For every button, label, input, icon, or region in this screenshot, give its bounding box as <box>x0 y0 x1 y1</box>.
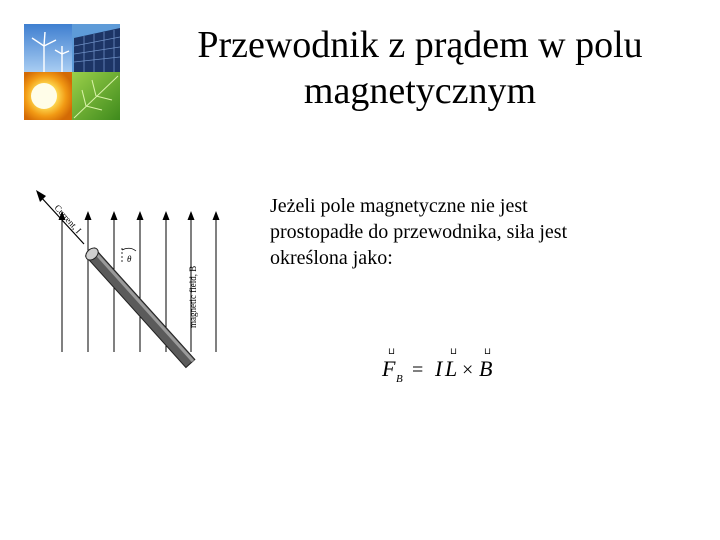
current-label: Current, I <box>52 202 84 236</box>
body-line-1: Jeżeli pole magnetyczne nie jest <box>270 195 528 217</box>
field-label: magnetic field, B <box>188 265 198 328</box>
wind-turbine-tile <box>24 24 72 72</box>
arrowhead-icon <box>163 211 170 220</box>
slide-title-line-2: magnetycznym <box>303 70 537 112</box>
arrowhead-icon <box>213 211 220 220</box>
arrowhead-icon <box>137 211 144 220</box>
slide-title <box>140 22 700 114</box>
formula-L: L <box>445 356 458 381</box>
formula-I: I <box>435 356 443 381</box>
vector-mark-F: ⊔ <box>388 346 396 356</box>
formula-B: B <box>479 356 493 381</box>
arrowhead-icon <box>188 211 195 220</box>
arrowhead-icon <box>111 211 118 220</box>
force-formula <box>370 340 510 390</box>
body-text <box>270 193 650 271</box>
vector-mark-B: ⊔ <box>484 346 492 356</box>
angle-arc <box>122 248 136 251</box>
body-line-2: prostopadłe do przewodnika, siła jest <box>270 221 568 243</box>
angle-label: θ <box>127 254 132 264</box>
formula-F-subscript: B <box>396 373 403 385</box>
formula-times: × <box>462 359 474 381</box>
renewable-energy-logo-icon <box>24 24 120 120</box>
formula-F: F <box>382 356 396 381</box>
sun-icon <box>31 83 57 109</box>
conductor-in-field-diagram <box>30 178 230 370</box>
formula-equals: = <box>412 359 424 381</box>
arrowhead-icon <box>85 211 92 220</box>
body-line-3: określona jako: <box>270 247 393 269</box>
vector-mark-L: ⊔ <box>450 346 458 356</box>
field-arrowheads <box>59 211 220 220</box>
slide-title-line-1: Przewodnik z prądem w polu <box>197 24 643 66</box>
